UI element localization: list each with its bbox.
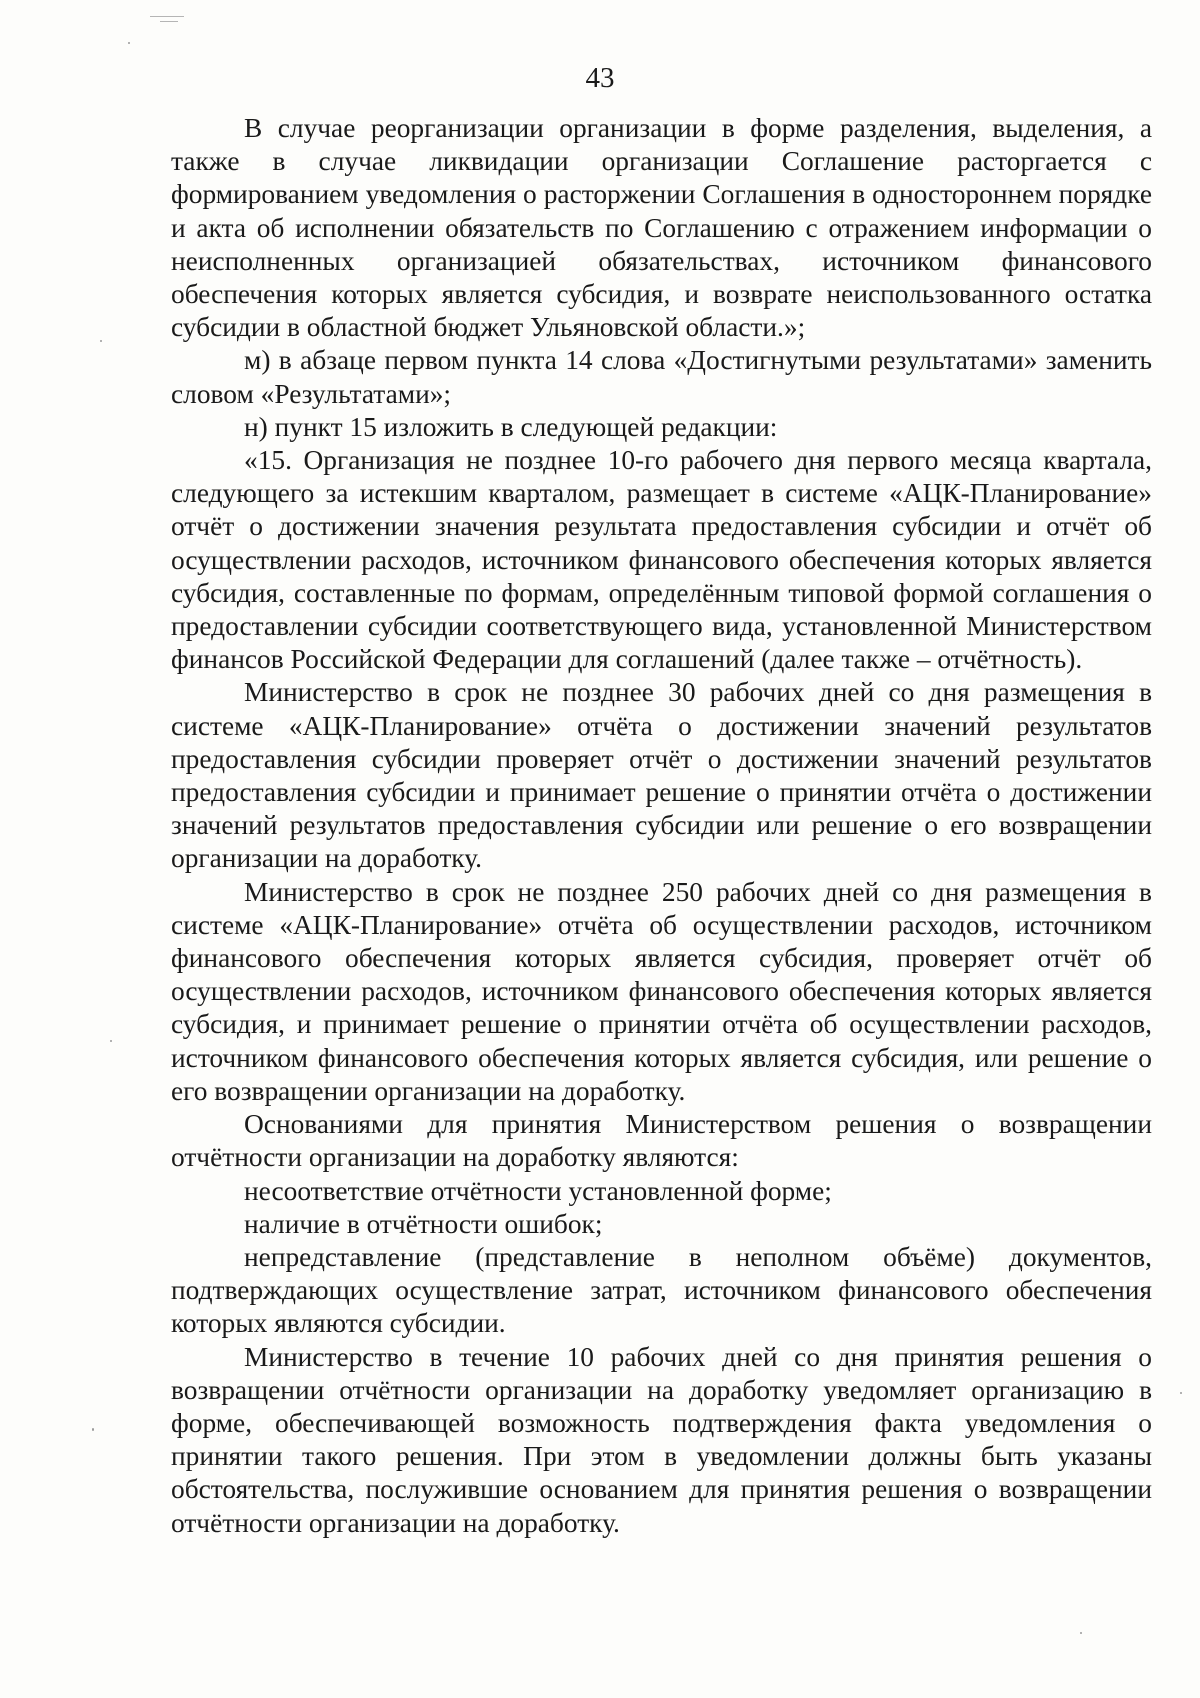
paragraph-item-m: м) в абзаце первом пункта 14 слова «Достигнутыми результатами» заменить словом «Результатами»; — [171, 345, 1152, 409]
paragraph-notification: Министерство в течение 10 рабочих дней со дня принятия решения о возвращении отчётности организации на доработку уведомляет организацию в форме, обеспечивающей возможность подтверждения факта уведомления о принятии такого решения. При этом в уведомлении должны быть указаны обстоятельства, послужившие основанием для принятия решения о возвращении отчётности организации на доработку. — [171, 1341, 1152, 1538]
paragraph-ground-missing-documents: непредставление (представление в неполном объёме) документов, подтверждающих осуществление затрат, источником финансового обеспечения которых являются субсидии. — [171, 1241, 1152, 1339]
paragraph-ground-errors: наличие в отчётности ошибок; — [244, 1208, 603, 1239]
document-body — [171, 112, 1152, 1540]
paragraph-expenses-report-check: Министерство в срок не позднее 250 рабочих дней со дня размещения в системе «АЦК-Планирование» отчёта об осуществлении расходов, источником финансового обеспечения которых является субсидия, проверяет отчёт об осуществлении расходов, источником финансового обеспечения которых является субсидия, и принимает решение о принятии отчёта об осуществлении расходов, источником финансового обеспечения которых является субсидия, или решение о его возвращении организации на доработку. — [171, 876, 1152, 1106]
page-number: 43 — [585, 62, 615, 94]
scan-artifact — [150, 16, 184, 17]
scan-speck — [110, 1040, 112, 1042]
paragraph-return-grounds: Основаниями для принятия Министерством решения о возвращении отчётности организации на доработку являются: — [171, 1109, 1152, 1173]
paragraph-results-report-check: Министерство в срок не позднее 30 рабочих дней со дня размещения в системе «АЦК-Планирование» отчёта о достижении значений результатов предоставления субсидии проверяет отчёт о достижении значений результатов предоставления субсидии и принимает решение о принятии отчёта о достижении значений результатов предоставления субсидии или решение о его возвращении организации на доработку. — [171, 677, 1152, 874]
scan-speck — [1080, 1632, 1082, 1634]
scan-speck — [92, 1428, 94, 1431]
paragraph-ground-form-mismatch: несоответствие отчётности установленной форме; — [244, 1175, 832, 1206]
paragraph-item-n: н) пункт 15 изложить в следующей редакции: — [244, 411, 778, 442]
scan-artifact — [160, 21, 178, 22]
scan-speck — [100, 340, 102, 342]
paragraph-point-15: «15. Организация не позднее 10-го рабочего дня первого месяца квартала, следующего за истекшим кварталом, размещает в системе «АЦК-Планирование» отчёт о достижении значения результата предоставления субсидии и отчёт об осуществлении расходов, источником финансового обеспечения которых является субсидия, составленные по формам, определённым типовой формой соглашения о предоставлении субсидии соответствующего вида, установленной Министерством финансов Российской Федерации для соглашений (далее также – отчётность). — [171, 445, 1152, 675]
scan-speck — [1180, 1392, 1182, 1394]
paragraph-reorganization: В случае реорганизации организации в форме разделения, выделения, а также в случае ликвидации организации Соглашение расторгается с формированием уведомления о расторжении Соглашения в одностороннем порядке и акта об исполнении обязательств по Соглашению с отражением информации о неисполненных организацией обязательствах, источником финансового обеспечения которых является субсидия, и возврате неиспользованного остатка субсидии в областной бюджет Ульяновской области.»; — [171, 113, 1152, 343]
scan-speck — [128, 42, 130, 44]
